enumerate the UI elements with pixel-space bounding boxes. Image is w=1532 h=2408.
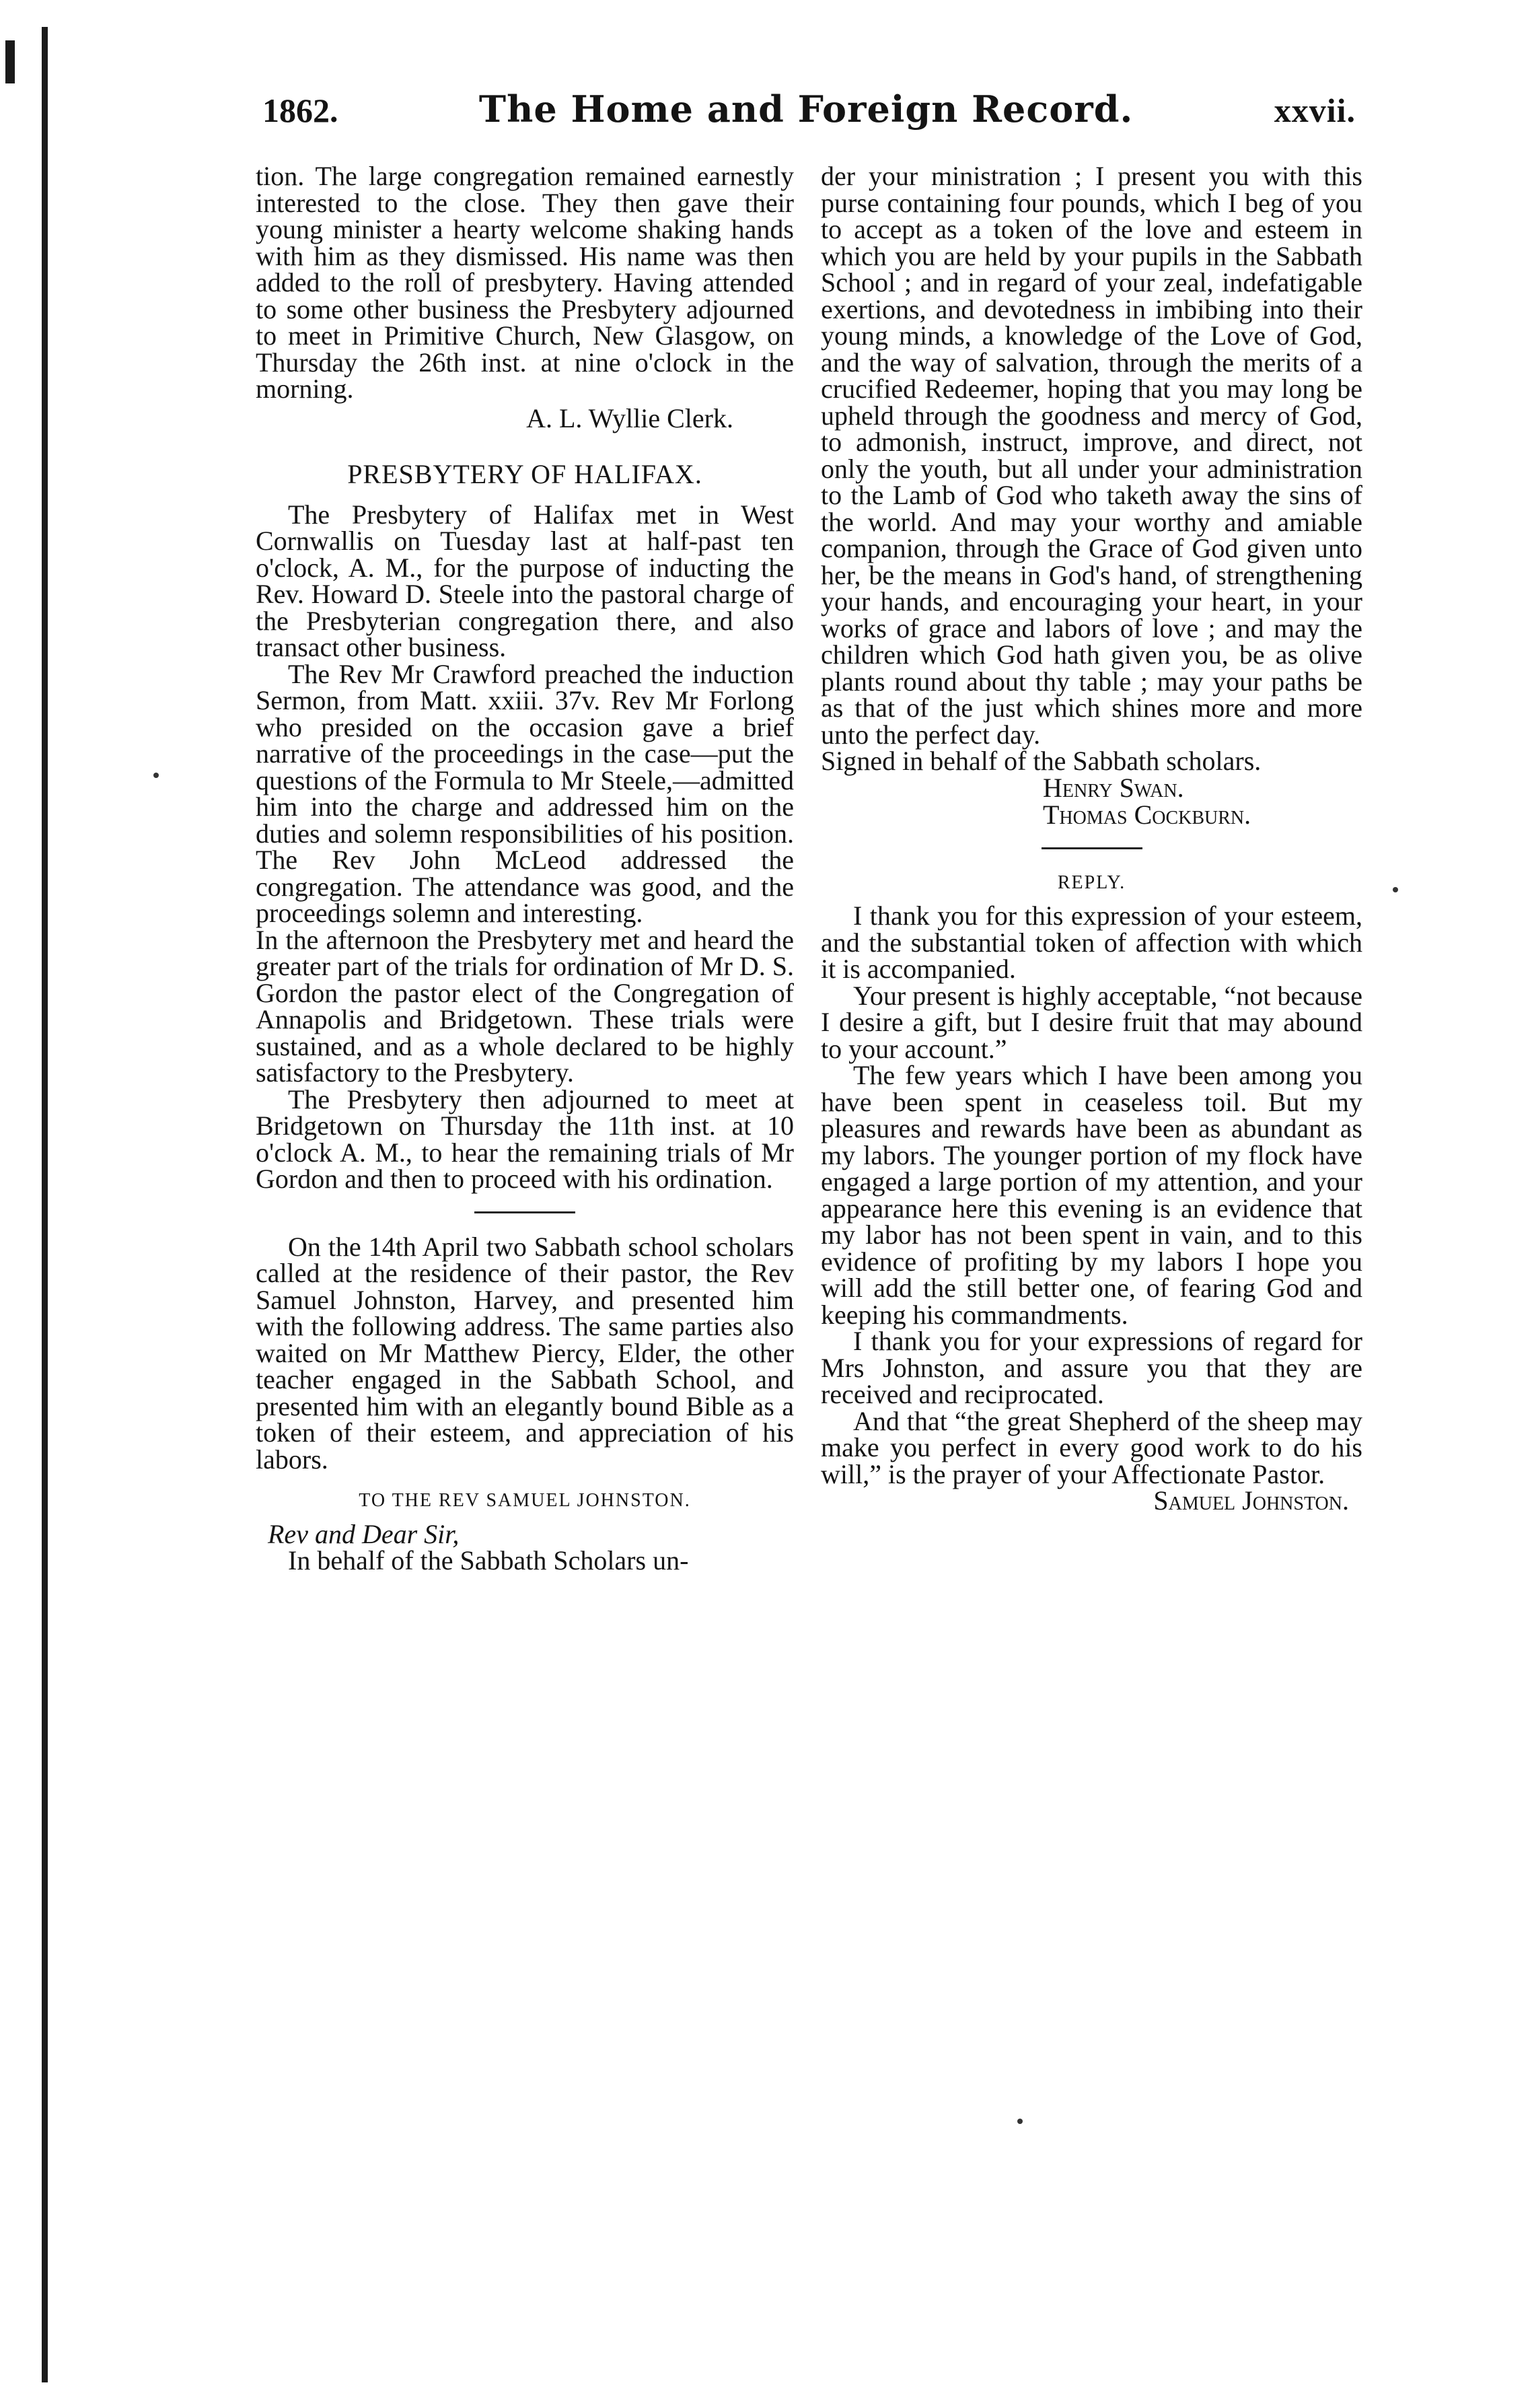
paragraph: Your present is highly acceptable, “not because I desire a gift, but I desire fruit that may abound to your account.” <box>821 980 1362 1064</box>
binding-line <box>42 27 48 2382</box>
paragraph: tion. The large congregation remained earnestly interested to the close. They then gave their young minister a hearty welcome shaking hands with him as they dismissed. His name was then added to the roll of presbytery. Having attended to some other business the Presbytery adjourned to meet in Primitive Church, New Glasgow, on Thursday the 26th inst. at nine o'clock in the morning. <box>256 161 794 404</box>
paragraph: In the afternoon the Presbytery met and heard the greater part of the trials for ordination of Mr D. S. Gordon the pastor elect of the Congregation of Annapolis and Bridgetown. These trials were sustained, and as a whole declared to be highly satisfactory to the Presbytery. <box>256 924 794 1088</box>
paragraph: The Presbytery of Halifax met in West Cornwallis on Tuesday last at half-past ten o'clock, A. M., for the purpose of inducting the Rev. Howard D. Steele into the pastoral charge of the Presbyterian congregation there, and also transact other business. <box>256 499 794 662</box>
reply-heading: REPLY. <box>1057 872 1126 893</box>
running-title: The Home and Foreign Record. <box>478 87 1134 131</box>
signer-name: Henry Swan. <box>1043 772 1184 803</box>
paragraph: der your ministration ; I present you with this purse containing four pounds, which I beg of you to accept as a token of the love and esteem in which you are held by your pupils in the Sabbath School ; and in regard of your zeal, indefatigable exertions, and devotedness in imbibing into their young minds, a knowledge of the Love of God, and the way of salvation, through the merits of a crucified Redeemer, hoping that you may long be upheld through the goodness and mercy of God, to admonish, instruct, improve, and direct, not only the youth, but all under your administration to the Lamb of God who taketh away the sins of the world. And may your worthy and amiable companion, through the Grace of God given unto her, be the means in God's hand, of strengthening your hands, and encouraging your heart, in your works of grace and labors of love ; and may the children which God hath given you, be as olive plants round about thy table ; may your paths be as that of the just which shines more and more unto the perfect day. <box>821 161 1362 750</box>
ink-speck <box>1393 887 1398 892</box>
paragraph: On the 14th April two Sabbath school scholars called at the residence of their pastor, the Rev Samuel Johnston, Harvey, and presented him with the following address. The same parties also waited on Mr Matthew Piercy, Elder, the other teacher engaged in the Sabbath School, and presented him with an elegantly bound Bible as a token of their esteem, and appreciation of his labors. <box>256 1231 794 1475</box>
section-divider <box>474 1211 575 1213</box>
clerk-signature: A. L. Wyllie Clerk. <box>526 402 733 433</box>
ink-speck <box>1017 2119 1023 2124</box>
page-header <box>262 87 1356 162</box>
ink-speck <box>153 773 159 778</box>
signer-name: Thomas Cockburn. <box>1043 799 1251 830</box>
paragraph: The Presbytery then adjourned to meet at Bridgetown on Thursday the 11th inst. at 10 o'clock A. M., to hear the remaining trials of Mr Gordon and then to proceed with his ordination. <box>256 1084 794 1194</box>
left-column <box>256 163 794 1574</box>
paragraph: I thank you for this expression of your esteem, and the substantial token of affection with which it is accompanied. <box>821 900 1362 984</box>
paragraph: In behalf of the Sabbath Scholars un- <box>288 1545 689 1575</box>
section-heading: PRESBYTERY OF HALIFAX. <box>347 459 702 489</box>
address-heading: TO THE REV SAMUEL JOHNSTON. <box>359 1490 691 1511</box>
binding-mark <box>5 40 15 83</box>
page-number: xxvii. <box>1274 92 1356 129</box>
right-column <box>821 163 1362 1514</box>
paragraph: The few years which I have been among you have been spent in ceaseless toil. But my pleasures and rewards have been as abundant as my labors. The younger portion of my flock have engaged a large portion of my attention, and your appearance here this evening is an evidence that my labor has not been spent in vain, and to this evidence of profiting by my labors I hope you will add the still better one, of fearing God and keeping his commandments. <box>821 1060 1362 1330</box>
paragraph: The Rev Mr Crawford preached the induction Sermon, from Matt. xxiii. 37v. Rev Mr Forlong who presided on the occasion gave a brief narrative of the proceedings in the case—put the questions of the Formula to Mr Steele,—admitted him into the charge and addressed him on the duties and solemn responsibilities of his position. The Rev John McLeod addressed the congregation. The attendance was good, and the proceedings solemn and interesting. <box>256 658 794 928</box>
paragraph: I thank you for your expressions of regard for Mrs Johnston, and assure you that they are received and reciprocated. <box>821 1326 1362 1409</box>
page-year: 1862. <box>262 92 338 129</box>
paragraph: And that “the great Shepherd of the sheep may make you perfect in every good work to do his will,” is the prayer of your Affectionate Pastor. <box>821 1405 1362 1489</box>
salutation: Rev and Dear Sir, <box>268 1518 460 1549</box>
signed-line: Signed in behalf of the Sabbath scholars. <box>821 746 1262 776</box>
pastor-signature: Samuel Johnston. <box>1153 1485 1349 1516</box>
section-divider <box>1042 847 1142 849</box>
